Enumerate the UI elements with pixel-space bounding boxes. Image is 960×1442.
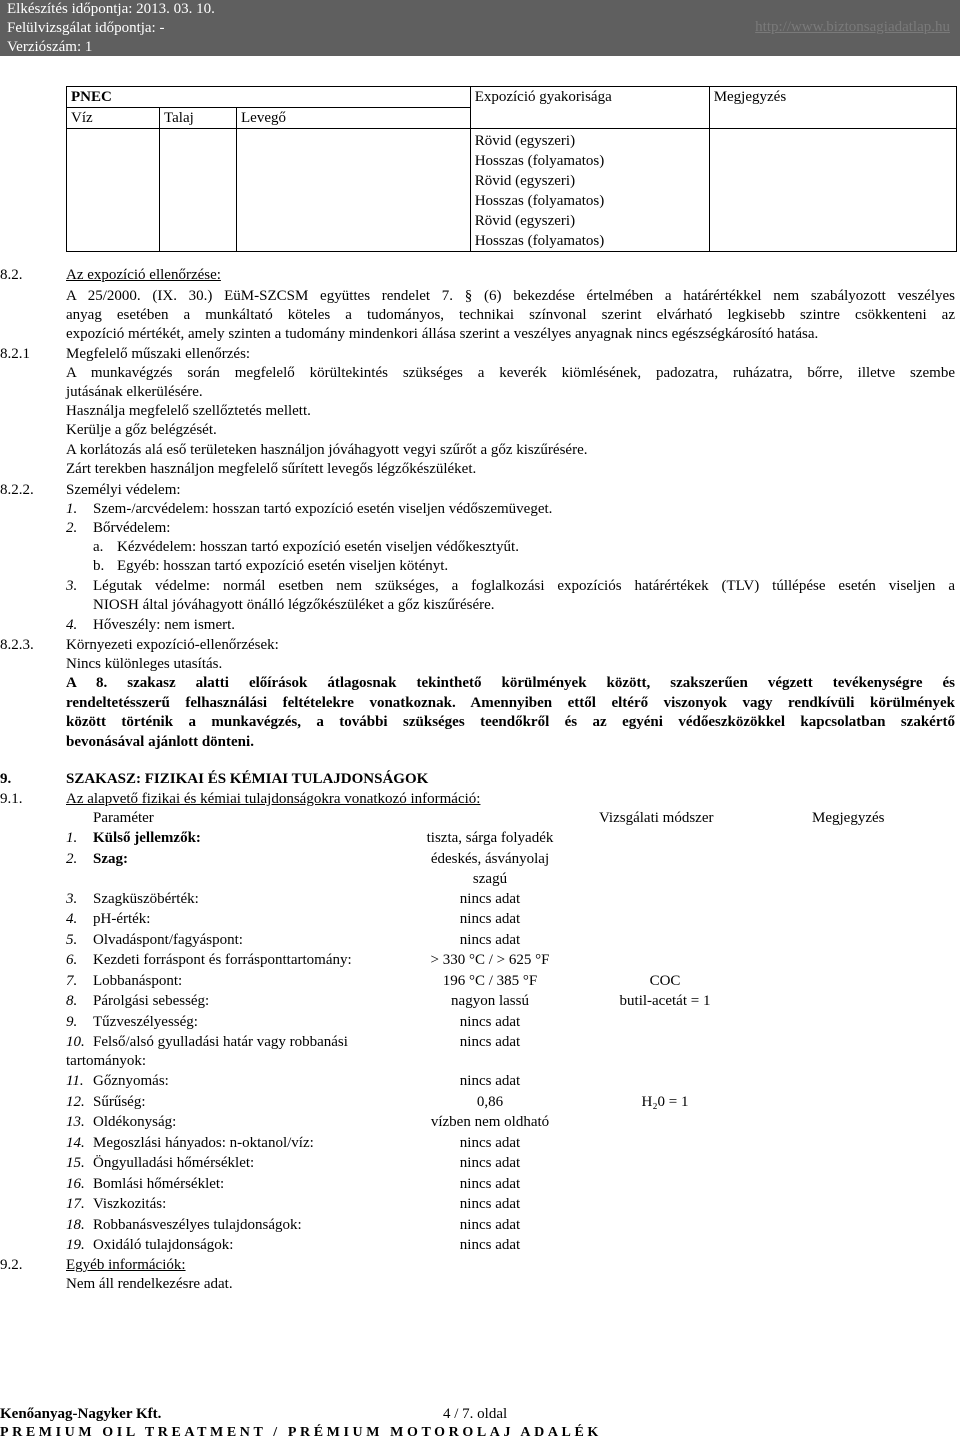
col-parameter: Paraméter	[93, 810, 154, 826]
property-label: Külső jellemzők:	[93, 830, 201, 846]
section-text: Kerülje a gőz belégzését.	[66, 422, 217, 438]
list-number: 4.	[66, 617, 78, 633]
property-value: 196 °C / 385 °F	[442, 973, 538, 989]
property-label: Bomlási hőmérséklet:	[93, 1176, 225, 1192]
property-number: 8.	[66, 993, 78, 1009]
property-number: 17.	[66, 1196, 85, 1212]
document-header	[0, 0, 960, 56]
property-value: nincs adat	[459, 1034, 521, 1050]
property-label: Szagküszöbérték:	[93, 891, 199, 907]
property-number: 2.	[66, 851, 78, 867]
property-value: nincs adat	[459, 911, 521, 927]
property-number: 11.	[66, 1073, 84, 1089]
property-label: pH-érték:	[93, 911, 151, 927]
property-label: Párolgási sebesség:	[93, 993, 210, 1009]
property-value: nincs adat	[459, 891, 521, 907]
frequency-item: Rövid (egyszeri)	[474, 133, 576, 149]
list-number: 1.	[66, 501, 78, 517]
property-number: 7.	[66, 973, 78, 989]
property-value: szagú	[472, 871, 508, 887]
section-title: Személyi védelem:	[66, 482, 181, 498]
property-value: tiszta, sárga folyadék	[426, 830, 554, 846]
footer-company: Kenőanyag-Nagyker Kft.	[0, 1406, 162, 1422]
version-number: Verziószám: 1	[7, 39, 93, 55]
created-date: Elkészítés időpontja: 2013. 03. 10.	[7, 1, 215, 17]
list-item: Egyéb: hosszan tartó expozíció esetén viseljen kötényt.	[117, 558, 449, 574]
cell-soil	[160, 129, 237, 252]
property-number: 4.	[66, 911, 78, 927]
property-number: 6.	[66, 952, 78, 968]
property-label: Oxidáló tulajdonságok:	[93, 1237, 234, 1253]
col-air: Levegő	[237, 108, 471, 129]
property-number: 9.	[66, 1014, 78, 1030]
section-number: 8.2.2.	[0, 482, 34, 498]
property-label: Öngyulladási hőmérséklet:	[93, 1155, 255, 1171]
property-value: vízben nem oldható	[430, 1114, 550, 1130]
list-item: NIOSH által jóváhagyott önálló légzőkészüléket a gőz kiszűrésére.	[93, 597, 495, 613]
property-label: tartományok:	[66, 1053, 146, 1069]
property-value: nincs adat	[459, 1196, 521, 1212]
notice-text: között történik a munkavégzés, a további szükséges teendőkről és az egyéni védőeszközökkel kapcsolatban szakértő	[66, 714, 955, 730]
review-date: Felülvizsgálat időpontja: -	[7, 20, 165, 36]
property-label: Kezdeti forráspont és forrásponttartomány:	[93, 952, 352, 968]
pnec-table	[66, 86, 957, 252]
section-title: Az alapvető fizikai és kémiai tulajdonságokra vonatkozó információ:	[66, 791, 481, 807]
property-number: 10.	[66, 1034, 85, 1050]
pnec-title: PNEC	[67, 87, 471, 108]
section-number: 8.2.1	[0, 346, 30, 362]
property-value: nincs adat	[459, 1155, 521, 1171]
section-text: A korlátozás alá eső területeken használjon jóváhagyott vegyi szűrőt a gőz kiszűrésére.	[66, 442, 588, 458]
section-text: anyag esetében a munkáltató köteles a tudományos, technikai színvonal szerint elvárható legkisebb szintre csökkenteni az	[66, 307, 955, 323]
cell-water	[67, 129, 160, 252]
property-value: 0,86	[476, 1094, 504, 1110]
property-method: H₂0 = 1	[641, 1094, 689, 1110]
list-item: Légutak védelme: normál esetben nem szükséges, a foglalkozási expozíciós határértékek (TLV) túllépése esetén viseljen a	[93, 578, 955, 594]
property-number: 14.	[66, 1135, 85, 1151]
property-label: Tűzveszélyesség:	[93, 1014, 198, 1030]
list-number: 2.	[66, 520, 78, 536]
footer-page: 4 / 7. oldal	[443, 1406, 508, 1422]
list-item: Kézvédelem: hosszan tartó expozíció esetén viseljen védőkesztyűt.	[117, 539, 519, 555]
property-number: 19.	[66, 1237, 85, 1253]
list-number: 3.	[66, 578, 78, 594]
exposure-header: Expozíció gyakorisága	[470, 87, 709, 129]
property-value: nincs adat	[459, 1073, 521, 1089]
footer-brand: PREMIUM OIL TREATMENT / PRÉMIUM MOTOROLAJ ADALÉK	[0, 1425, 602, 1440]
section-number: 8.2.	[0, 267, 23, 283]
property-method: butil-acetát = 1	[619, 993, 711, 1009]
section-text: expozíció mértékét, amely szinten a tudomány mindenkori állása szerint a veszélyes anyagnak nincs egészségkárosító hatása.	[66, 326, 819, 342]
property-value: nagyon lassú	[451, 993, 529, 1009]
property-number: 1.	[66, 830, 78, 846]
property-label: Robbanásveszélyes tulajdonságok:	[93, 1217, 302, 1233]
property-label: Sűrűség:	[93, 1094, 146, 1110]
property-label: Lobbanáspont:	[93, 973, 183, 989]
section-number: 9.2.	[0, 1257, 23, 1273]
section-heading: SZAKASZ: FIZIKAI ÉS KÉMIAI TULAJDONSÁGOK	[66, 771, 429, 787]
section-title: Az expozíció ellenőrzése:	[66, 267, 221, 283]
section-title: Környezeti expozíció-ellenőrzések:	[66, 637, 279, 653]
section-title: Egyéb információk:	[66, 1257, 186, 1273]
notice-text: rendeltetésszerű felhasználási feltételekre vonatkoznak. Amennyiben ettől eltérő viszonyok vagy rendkívüli körülmények	[66, 695, 955, 711]
property-value: nincs adat	[459, 1135, 521, 1151]
property-number: 13.	[66, 1114, 85, 1130]
section-text: Nincs különleges utasítás.	[66, 656, 223, 672]
property-value: nincs adat	[459, 1217, 521, 1233]
col-water: Víz	[67, 108, 160, 129]
website-link[interactable]: http://www.biztonsagiadatlap.hu	[755, 19, 950, 35]
section-text: A munkavégzés során megfelelő körültekintés szükséges a keverék kiömlésének, padozatra, ruházatra, bőrre, illetve szembe	[66, 365, 955, 381]
property-label: Viszkozitás:	[93, 1196, 167, 1212]
col-soil: Talaj	[160, 108, 237, 129]
frequency-item: Rövid (egyszeri)	[474, 213, 576, 229]
section-title: Megfelelő műszaki ellenőrzés:	[66, 346, 251, 362]
property-value: nincs adat	[459, 1176, 521, 1192]
notice-text: A 8. szakasz alatti előírások átlagosnak tekinthető körülmények között, szakszerűen végzett tevékenységre és	[66, 675, 955, 691]
property-value: nincs adat	[459, 1237, 521, 1253]
section-text: jutásának elkerülésére.	[66, 384, 203, 400]
property-label: Olvadáspont/fagyáspont:	[93, 932, 243, 948]
property-label: Gőznyomás:	[93, 1073, 169, 1089]
property-value: nincs adat	[459, 932, 521, 948]
notice-text: bevonásával ajánlott dönteni.	[66, 734, 254, 750]
section-text: Nem áll rendelkezésre adat.	[66, 1276, 233, 1292]
section-number: 9.	[0, 771, 12, 787]
col-note: Megjegyzés	[812, 810, 885, 826]
property-label: Szag:	[93, 851, 128, 867]
property-number: 15.	[66, 1155, 85, 1171]
frequency-item: Hosszas (folyamatos)	[474, 233, 605, 249]
property-value: édeskés, ásványolaj	[430, 851, 550, 867]
property-label: Felső/alsó gyulladási határ vagy robbanási	[93, 1034, 348, 1050]
note-header: Megjegyzés	[709, 87, 956, 129]
section-text: Használja megfelelő szellőztetés mellett.	[66, 403, 311, 419]
frequency-item: Rövid (egyszeri)	[474, 173, 576, 189]
note-cell	[709, 129, 956, 252]
property-label: Megoszlási hányados: n-oktanol/víz:	[93, 1135, 314, 1151]
property-value: nincs adat	[459, 1014, 521, 1030]
property-value: > 330 °C / > 625 °F	[430, 952, 550, 968]
list-item: Szem-/arcvédelem: hosszan tartó expozíció esetén viseljen védőszemüveget.	[93, 501, 553, 517]
section-number: 9.1.	[0, 791, 23, 807]
property-number: 5.	[66, 932, 78, 948]
property-method: COC	[649, 973, 681, 989]
property-label: Oldékonyság:	[93, 1114, 177, 1130]
frequency-item: Hosszas (folyamatos)	[474, 153, 605, 169]
frequency-cell	[470, 129, 709, 252]
list-item: Hőveszély: nem ismert.	[93, 617, 236, 633]
list-item: Bőrvédelem:	[93, 520, 171, 536]
property-number: 18.	[66, 1217, 85, 1233]
list-number: a.	[93, 539, 104, 555]
property-number: 3.	[66, 891, 78, 907]
cell-air	[237, 129, 471, 252]
section-text: Zárt terekben használjon megfelelő sűrített levegős légzőkészüléket.	[66, 461, 477, 477]
section-number: 8.2.3.	[0, 637, 34, 653]
property-number: 12.	[66, 1094, 85, 1110]
list-number: b.	[93, 558, 105, 574]
frequency-item: Hosszas (folyamatos)	[474, 193, 605, 209]
section-text: A 25/2000. (IX. 30.) EüM-SZCSM együttes rendelet 7. § (6) bekezdése értelmében a határértékkel nem szabályozott veszélyes	[66, 288, 955, 304]
col-method: Vizsgálati módszer	[599, 810, 714, 826]
property-number: 16.	[66, 1176, 85, 1192]
